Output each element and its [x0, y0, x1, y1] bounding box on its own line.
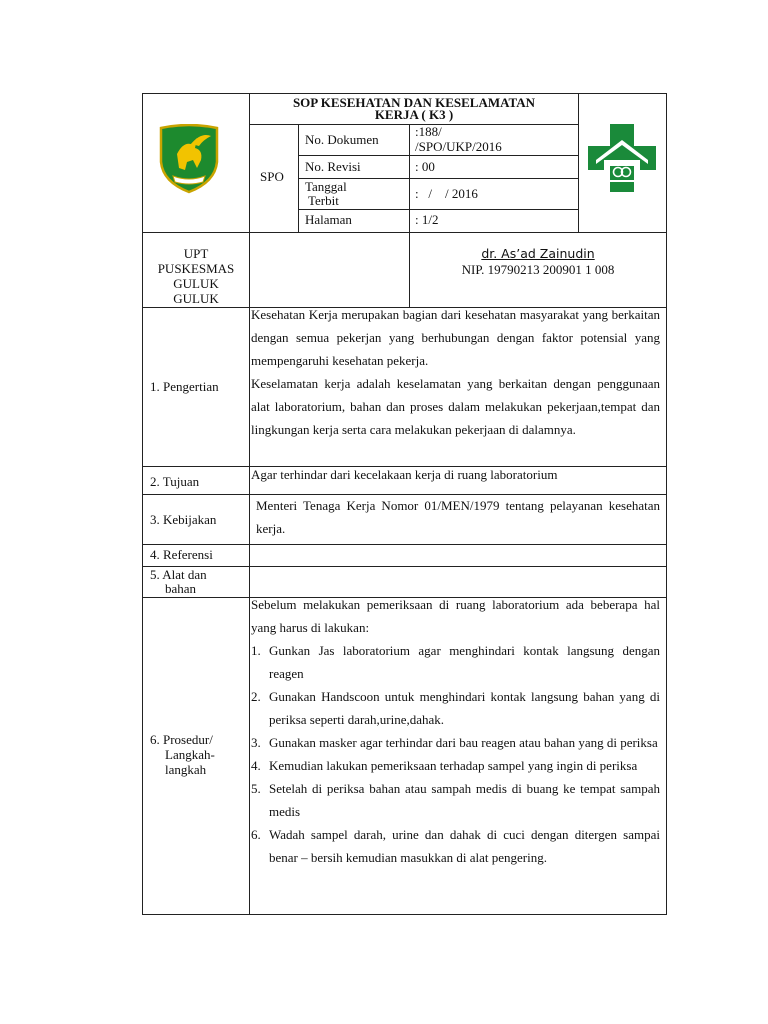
section-label-pengertian: 1. Pengertian	[150, 379, 219, 394]
no-revisi-value: : 00	[415, 159, 435, 174]
section-label-tujuan: 2. Tujuan	[150, 474, 200, 489]
pengertian-paragraph-1: Kesehatan Kerja merupakan bagian dari kesehatan masyarakat yang berkaitan dengan semua pekerjan yang berhubungan dengan faktor potensial yang mempengaruhi kesehatan pekerja.	[251, 307, 660, 368]
no-dokumen-value-line2: /SPO/UKP/2016	[415, 139, 502, 154]
prosedur-content	[251, 593, 660, 869]
signer-nip: NIP. 19790213 200901 1 008	[461, 262, 615, 277]
prosedur-step-number: 1.	[251, 643, 261, 658]
prosedur-step-text: Gunakan Handscoon untuk menghindari kontak langsung bahan yang di periksa seperti darah,urine,dahak.	[269, 689, 660, 727]
section-label-prosedur-line1: 6. Prosedur/	[150, 732, 213, 747]
prosedur-step	[251, 777, 660, 823]
prosedur-step-number: 2.	[251, 689, 261, 704]
no-dokumen-label: No. Dokumen	[305, 132, 379, 147]
document-title-line1: SOP KESEHATAN DAN KESELAMATAN	[292, 95, 536, 110]
section-label-referensi: 4. Referensi	[150, 547, 213, 562]
tanggal-terbit-label-line2: Terbit	[308, 193, 339, 208]
prosedur-step	[251, 685, 660, 731]
org-name-line4: GULUK	[173, 291, 219, 306]
section-label-prosedur-line3: langkah	[165, 762, 207, 777]
prosedur-step-text: Kemudian lakukan pemeriksaan terhadap sampel yang ingin di periksa	[269, 758, 638, 773]
prosedur-step-text: Setelah di periksa bahan atau sampah medis di buang ke tempat sampah medis	[269, 781, 660, 819]
section-label-kebijakan: 3. Kebijakan	[150, 512, 217, 527]
prosedur-step	[251, 639, 660, 685]
prosedur-step	[251, 823, 660, 869]
no-dokumen-value-line1: :188/	[415, 124, 442, 139]
regency-crest-logo	[157, 124, 221, 194]
no-revisi-label: No. Revisi	[305, 159, 361, 174]
tanggal-terbit-label-line1: Tanggal	[305, 179, 347, 194]
org-name-line2: PUSKESMAS	[157, 261, 235, 276]
tujuan-text: Agar terhindar dari kecelakaan kerja di ruang laboratorium	[251, 467, 558, 482]
tanggal-terbit-value: : / / 2016	[415, 186, 478, 201]
org-name-line1: UPT	[183, 246, 209, 261]
halaman-label: Halaman	[305, 212, 352, 227]
org-name-line3: GULUK	[173, 276, 219, 291]
signer-name: dr. As’ad Zainudin	[481, 246, 595, 261]
document-title-line2: KERJA ( K3 )	[374, 107, 454, 122]
prosedur-step-number: 5.	[251, 781, 261, 796]
prosedur-step	[251, 731, 660, 754]
prosedur-step-number: 3.	[251, 735, 261, 750]
pengertian-content	[251, 303, 660, 441]
prosedur-step-text: Wadah sampel darah, urine dan dahak di cuci dengan ditergen sampai benar – bersih kemudian masukkan di alat pengering.	[269, 827, 660, 865]
prosedur-step-text: Gunkan Jas laboratorium agar menghindari kontak langsung dengan reagen	[269, 643, 660, 681]
health-ministry-logo	[584, 120, 660, 196]
prosedur-step-text: Gunakan masker agar terhindar dari bau reagen atau bahan yang di periksa	[269, 735, 658, 750]
pengertian-paragraph-2: Keselamatan kerja adalah keselamatan yang berkaitan dengan penggunaan alat laboratorium, bahan dan proses dalam melakukan pekerjaan,tempat dan lingkungan kerja serta cara melakukan pekerjaan di dalamnya.	[251, 376, 660, 437]
spo-label: SPO	[260, 169, 284, 184]
section-label-prosedur-line2: Langkah-	[165, 747, 215, 762]
section-label-alat-line2: bahan	[165, 581, 197, 596]
prosedur-step-number: 6.	[251, 827, 261, 842]
prosedur-step-number: 4.	[251, 758, 261, 773]
section-label-alat-line1: 5. Alat dan	[150, 567, 207, 582]
halaman-value: : 1/2	[415, 212, 439, 227]
kebijakan-text: Menteri Tenaga Kerja Nomor 01/MEN/1979 tentang pelayanan kesehatan kerja.	[256, 498, 660, 536]
prosedur-step	[251, 754, 660, 777]
prosedur-intro: Sebelum melakukan pemeriksaan di ruang laboratorium ada beberapa hal yang harus di lakukan:	[251, 597, 660, 635]
